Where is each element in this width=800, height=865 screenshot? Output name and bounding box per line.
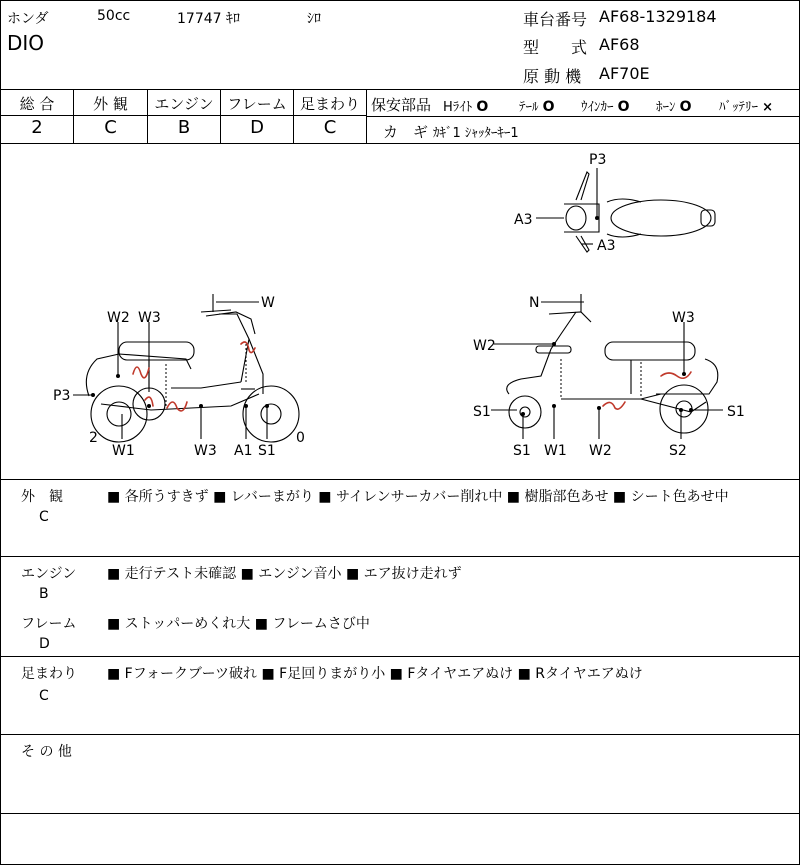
model-name: DIO bbox=[7, 31, 45, 55]
type-value: AF68 bbox=[599, 35, 640, 54]
label-p3-top: P3 bbox=[589, 152, 607, 168]
label-left-0: 0 bbox=[296, 430, 305, 446]
safety-item-headlight: Hﾗｲﾄ O bbox=[443, 99, 489, 115]
divider bbox=[366, 116, 799, 117]
divider bbox=[1, 556, 799, 557]
frame-number-label: 車台番号 bbox=[523, 10, 588, 29]
type-label: 型 式 bbox=[523, 38, 588, 57]
divider bbox=[1, 656, 799, 657]
label-left-w1: W1 bbox=[112, 443, 135, 459]
damage-diagram bbox=[1, 144, 799, 479]
remark-category-frame: フレーム bbox=[21, 616, 77, 632]
leader-lines bbox=[73, 168, 723, 439]
remark-category-suspension: 足まわり bbox=[21, 666, 77, 682]
remark-grade-engine: B bbox=[39, 586, 49, 602]
label-a3-top-left: A3 bbox=[514, 212, 533, 228]
remark-category-other: そ の 他 bbox=[21, 744, 72, 760]
label-right-s2: S2 bbox=[669, 443, 687, 459]
label-left-s1: S1 bbox=[258, 443, 276, 459]
safety-label: 保安部品 bbox=[371, 96, 432, 114]
color: ｼﾛ bbox=[307, 11, 321, 27]
mileage: 17747 ｷﾛ bbox=[177, 11, 240, 27]
label-right-s1-left: S1 bbox=[473, 404, 491, 420]
label-left-w3-upper: W3 bbox=[138, 310, 161, 326]
maker: ホンダ bbox=[7, 11, 49, 27]
grade-header-exterior: 外 観 bbox=[93, 95, 128, 113]
remark-text-suspension: ■ Fフォークブーツ破れ ■ F足回りまがり小 ■ Fタイヤエアぬけ ■ Rタイヤエアぬけ bbox=[107, 666, 643, 682]
divider bbox=[1, 734, 799, 735]
grade-header-overall: 総 合 bbox=[19, 95, 55, 113]
grade-header-engine: エンジン bbox=[154, 95, 214, 113]
remark-grade-frame: D bbox=[39, 636, 50, 652]
safety-item-tail: ﾃｰﾙ O bbox=[519, 99, 555, 115]
label-right-w2-upper: W2 bbox=[473, 338, 496, 354]
grade-header-suspension: 足まわり bbox=[299, 95, 360, 113]
remark-grade-exterior: C bbox=[39, 509, 49, 525]
grade-header-frame: フレーム bbox=[227, 95, 287, 113]
divider bbox=[1, 479, 799, 480]
diagram-labels bbox=[53, 152, 745, 459]
remark-category-exterior: 外 観 bbox=[21, 489, 63, 505]
label-left-w3-lower: W3 bbox=[194, 443, 217, 459]
label-right-w2-lower: W2 bbox=[589, 443, 612, 459]
grade-engine: B bbox=[177, 117, 191, 138]
label-left-w: W bbox=[261, 295, 275, 311]
label-right-w1: W1 bbox=[544, 443, 567, 459]
divider bbox=[1, 89, 799, 90]
safety-item-battery: ﾊﾞｯﾃﾘｰ × bbox=[719, 100, 774, 115]
remark-text-frame: ■ ストッパーめくれ大 ■ フレームさび中 bbox=[107, 616, 370, 632]
grade-overall: 2 bbox=[31, 117, 43, 138]
key-value: ｶｷﾞ1 ｼｬｯﾀｰｷｰ1 bbox=[433, 126, 519, 141]
grade-suspension: C bbox=[323, 117, 337, 138]
label-left-p3: P3 bbox=[53, 388, 71, 404]
remark-text-engine: ■ 走行テスト未確認 ■ エンジン音小 ■ エア抜け走れず bbox=[107, 566, 462, 582]
grade-exterior: C bbox=[104, 117, 117, 138]
displacement: 50cc bbox=[97, 8, 131, 24]
engine-label: 原 動 機 bbox=[523, 67, 582, 86]
label-left-w2: W2 bbox=[107, 310, 130, 326]
divider bbox=[1, 115, 366, 116]
label-left-a1: A1 bbox=[234, 443, 253, 459]
remark-text-exterior: ■ 各所うすきず ■ レバーまがり ■ サイレンサーカバー削れ中 ■ 樹脂部色あせ ■ シート色あせ中 bbox=[107, 489, 729, 505]
label-right-w3: W3 bbox=[672, 310, 695, 326]
label-right-s1-lower: S1 bbox=[513, 443, 531, 459]
safety-item-winker: ｳｲﾝｶｰ O bbox=[581, 99, 630, 115]
label-left-2: 2 bbox=[89, 430, 98, 446]
label-right-s1-right: S1 bbox=[727, 404, 745, 420]
label-right-n: N bbox=[529, 295, 540, 311]
frame-number: AF68-1329184 bbox=[599, 7, 717, 26]
remark-category-engine: エンジン bbox=[21, 566, 77, 582]
remark-grade-suspension: C bbox=[39, 688, 49, 704]
label-a3-top-right: A3 bbox=[597, 238, 616, 254]
safety-item-horn: ﾎｰﾝ O bbox=[656, 99, 692, 115]
engine-value: AF70E bbox=[599, 64, 650, 83]
divider bbox=[1, 813, 799, 814]
key-label: カ ギ bbox=[383, 123, 429, 141]
grade-frame: D bbox=[250, 117, 264, 138]
